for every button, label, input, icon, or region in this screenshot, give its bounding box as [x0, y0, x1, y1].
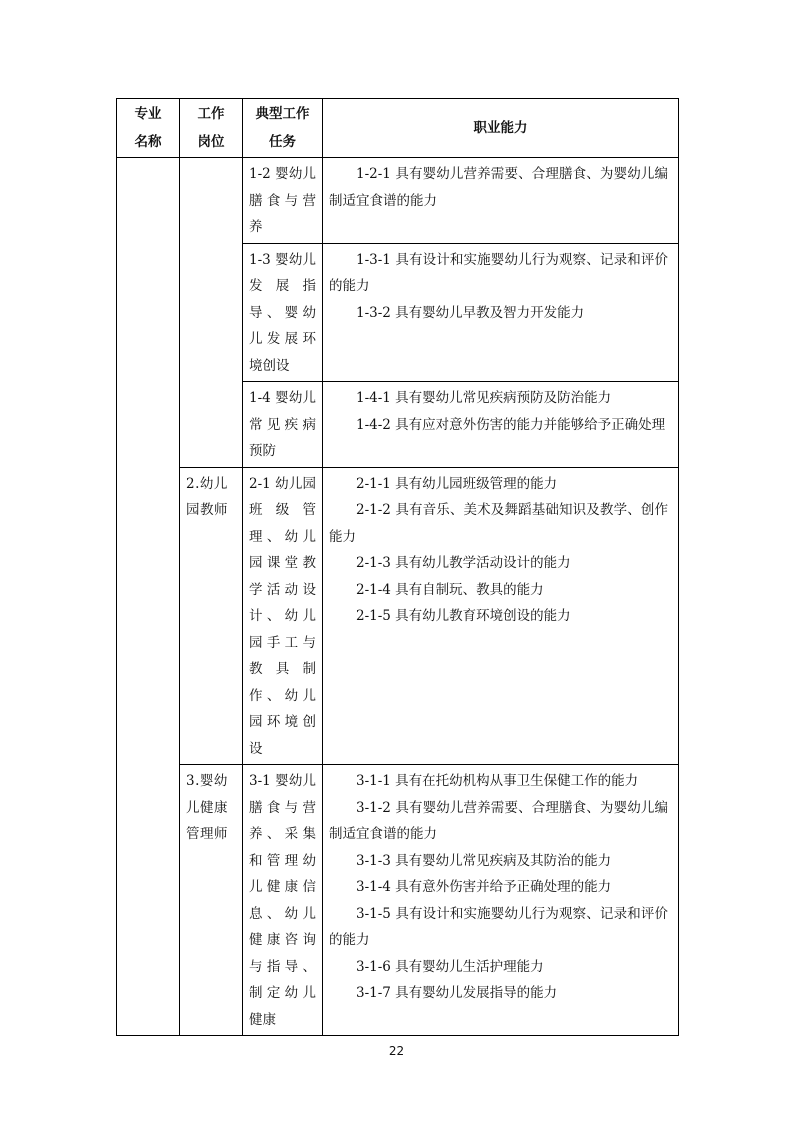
- ability-item: 1-3-1 具有设计和实施婴幼儿行为观察、记录和评价的能力: [329, 251, 668, 294]
- ability-item: 1-4-1 具有婴幼儿常见疾病预防及防治能力: [356, 390, 612, 406]
- header-ability: 职业能力: [323, 99, 679, 158]
- table-row: [117, 467, 679, 765]
- header-task: 典型工作任务: [243, 99, 323, 158]
- major-cell: [117, 158, 180, 1036]
- ability-item: 2-1-1 具有幼儿园班级管理的能力: [356, 475, 558, 492]
- ability-item: 1-3-2 具有婴幼儿早教及智力开发能力: [356, 304, 585, 321]
- table-header-row: [117, 99, 679, 158]
- ability-cell: [323, 243, 679, 382]
- ability-item: 2-1-4 具有自制玩、教具的能力: [356, 581, 544, 598]
- ability-item: 3-1-6 具有婴幼儿生活护理能力: [356, 958, 544, 975]
- ability-item: 2-1-2 具有音乐、美术及舞蹈基础知识及教学、创作能力: [329, 502, 668, 545]
- header-post: 工作岗位: [180, 99, 243, 158]
- task-cell: 2-1 幼儿园班级管理、幼儿园课堂教学活动设计、幼儿园手工与教具制作、幼儿园环境创设: [243, 467, 323, 765]
- task-cell: 1-4 婴幼儿常见疾病预防: [243, 382, 323, 468]
- ability-cell: [323, 382, 679, 468]
- ability-cell: [323, 765, 679, 1036]
- page-number: 22: [388, 1044, 405, 1058]
- ability-item: 3-1-3 具有婴幼儿常见疾病及其防治的能力: [356, 852, 612, 869]
- ability-cell: [323, 158, 679, 244]
- ability-item: 3-1-1 具有在托幼机构从事卫生保健工作的能力: [356, 773, 639, 789]
- ability-item: 3-1-2 具有婴幼儿营养需要、合理膳食、为婴幼儿编制适宜食谱的能力: [329, 799, 668, 842]
- task-cell: 1-3 婴幼儿发展指导、婴幼儿发展环境创设: [243, 243, 323, 382]
- ability-item: 1-4-2 具有应对意外伤害的能力并能够给予正确处理: [356, 416, 666, 433]
- ability-cell: [323, 467, 679, 765]
- competency-table: [116, 98, 679, 1036]
- ability-item: 3-1-7 具有婴幼儿发展指导的能力: [356, 985, 558, 1001]
- table-row: [117, 765, 679, 1036]
- post-cell: 2.幼儿园教师: [180, 467, 243, 765]
- ability-item: 3-1-5 具有设计和实施婴幼儿行为观察、记录和评价的能力: [329, 905, 668, 948]
- ability-item: 1-2-1 具有婴幼儿营养需要、合理膳食、为婴幼儿编制适宜食谱的能力: [329, 166, 668, 209]
- header-major: 专业名称: [117, 99, 180, 158]
- table-row: [117, 158, 679, 244]
- post-cell: 3.婴幼儿健康管理师: [180, 765, 243, 1036]
- ability-item: 2-1-5 具有幼儿教育环境创设的能力: [356, 608, 571, 624]
- ability-item: 2-1-3 具有幼儿教学活动设计的能力: [356, 555, 571, 571]
- task-cell: 1-2 婴幼儿膳食与营养: [243, 158, 323, 244]
- post-cell: [180, 158, 243, 468]
- task-cell: 3-1 婴幼儿膳食与营养、采集和管理幼儿健康信息、幼儿健康咨询与指导、制定幼儿健康: [243, 765, 323, 1036]
- ability-item: 3-1-4 具有意外伤害并给予正确处理的能力: [356, 879, 612, 895]
